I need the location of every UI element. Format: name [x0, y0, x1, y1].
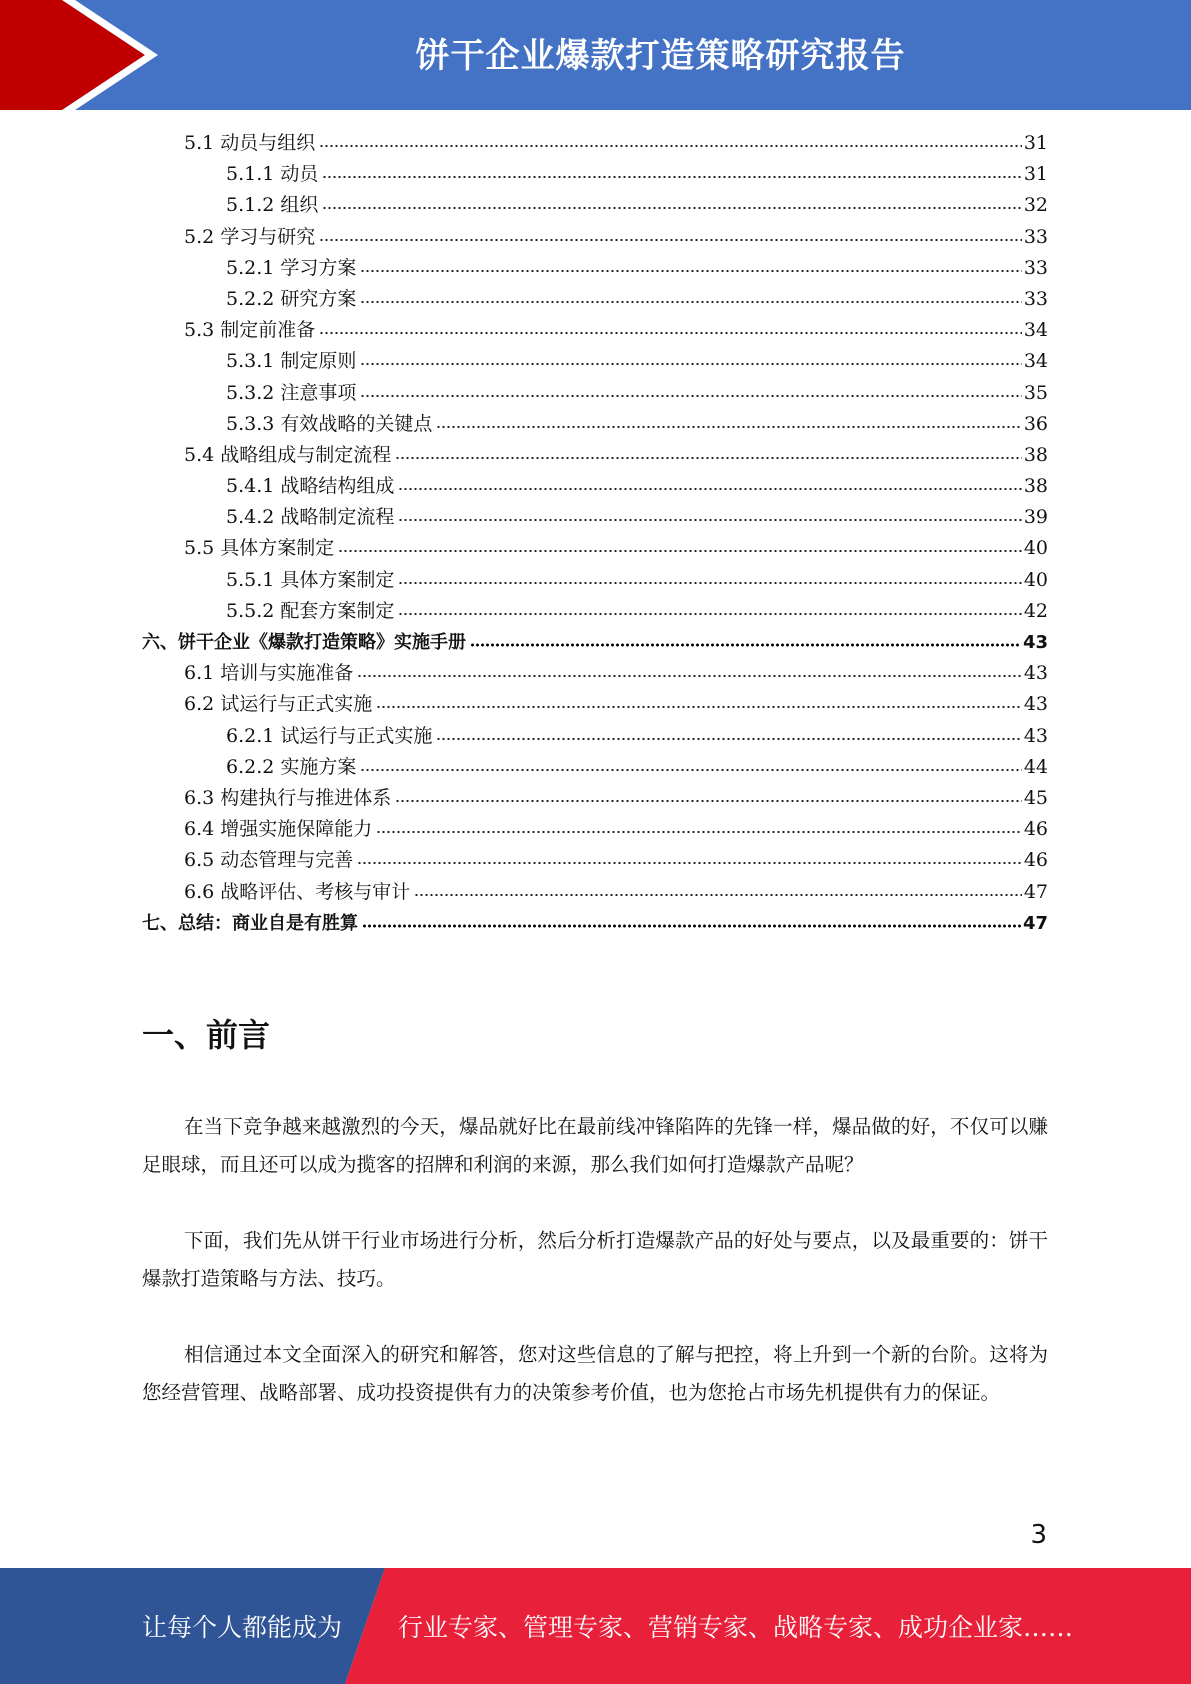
toc-entry-page: 43: [1022, 632, 1048, 653]
toc-dot-leader: [338, 548, 1022, 554]
toc-dot-leader: [319, 330, 1022, 336]
toc-dot-leader: [398, 580, 1021, 586]
toc-entry-title: 6.3 构建执行与推进体系: [184, 786, 392, 809]
toc-dot-leader: [360, 767, 1021, 773]
toc-dot-leader: [414, 892, 1022, 898]
toc-dot-leader: [360, 299, 1021, 305]
toc-entry[interactable]: [142, 471, 1048, 502]
toc-entry-page: 33: [1023, 287, 1048, 310]
section-heading: 一、前言: [142, 1016, 271, 1054]
toc-entry[interactable]: [142, 190, 1048, 221]
toc-entry[interactable]: [142, 752, 1048, 783]
footer-band: [0, 1568, 1191, 1684]
toc-entry-title: 5.5.2 配套方案制定: [226, 599, 395, 622]
toc-entry[interactable]: [142, 689, 1048, 720]
toc-entry-title: 5.1 动员与组织: [184, 132, 316, 154]
footer-slogan-right: 行业专家、管理专家、营销专家、战略专家、成功企业家……: [398, 1613, 1074, 1642]
toc-entry-page: 44: [1023, 755, 1048, 778]
toc-entry-page: 40: [1023, 568, 1048, 591]
toc-entry[interactable]: [142, 627, 1048, 658]
toc-dot-leader: [319, 237, 1022, 243]
toc-entry[interactable]: [142, 533, 1048, 564]
toc-dot-leader: [398, 486, 1021, 492]
toc-entry[interactable]: [142, 908, 1048, 939]
toc-entry-page: 34: [1023, 350, 1048, 373]
toc-entry-title: 6.4 增强实施保障能力: [184, 818, 373, 841]
toc-entry[interactable]: [142, 159, 1048, 190]
toc-dot-leader: [376, 704, 1022, 710]
toc-entry-page: 36: [1023, 412, 1048, 435]
toc-entry-title: 5.3 制定前准备: [184, 319, 316, 342]
toc-entry-page: 46: [1023, 818, 1048, 841]
toc-dot-leader: [362, 923, 1021, 929]
toc-entry-title: 5.5 具体方案制定: [184, 537, 335, 560]
toc-entry-title: 6.5 动态管理与完善: [184, 849, 354, 872]
toc-dot-leader: [319, 143, 1022, 149]
toc-dot-leader: [357, 673, 1022, 679]
toc-dot-leader: [357, 860, 1022, 866]
report-title: 饼干企业爆款打造策略研究报告: [415, 36, 906, 76]
paragraph: 相信通过本文全面深入的研究和解答，您对这些信息的了解与把控，将上升到一个新的台阶。这将为您经营管理、战略部署、成功投资提供有力的决策参考价值，也为您抢占市场先机提供有力的保证。: [142, 1343, 1048, 1404]
toc-entry[interactable]: [142, 596, 1048, 627]
toc-entry-page: 33: [1023, 225, 1048, 248]
toc-dot-leader: [322, 205, 1021, 211]
footer-slogan-left: 让每个人都能成为: [142, 1613, 343, 1642]
toc-entry-page: 43: [1023, 724, 1048, 747]
toc-dot-leader: [360, 361, 1021, 367]
toc-entry-title: 七、总结：商业自是有胜算: [142, 912, 358, 934]
toc-dot-leader: [436, 736, 1021, 742]
toc-entry-page: 43: [1023, 662, 1048, 685]
toc-entry-page: 38: [1023, 475, 1048, 498]
toc-dot-leader: [360, 393, 1021, 399]
toc-entry-page: 45: [1023, 786, 1048, 809]
toc-entry[interactable]: [142, 658, 1048, 689]
toc-entry[interactable]: [142, 440, 1048, 471]
toc-entry-page: 34: [1023, 319, 1048, 342]
table-of-contents: [142, 128, 1048, 939]
toc-dot-leader: [470, 642, 1021, 648]
toc-entry[interactable]: [142, 346, 1048, 377]
toc-entry[interactable]: [142, 721, 1048, 752]
toc-entry[interactable]: [142, 315, 1048, 346]
toc-dot-leader: [398, 517, 1021, 523]
toc-entry-title: 6.2 试运行与正式实施: [184, 693, 373, 716]
toc-entry-title: 5.3.3 有效战略的关键点: [226, 412, 433, 435]
preface-body: [142, 1108, 1048, 1450]
toc-entry[interactable]: [142, 253, 1048, 284]
paragraph: 下面，我们先从饼干行业市场进行分析，然后分析打造爆款产品的好处与要点，以及最重要的：饼干爆款打造策略与方法、技巧。: [142, 1229, 1048, 1290]
toc-entry-title: 5.3.1 制定原则: [226, 350, 357, 373]
toc-entry-page: 43: [1023, 693, 1048, 716]
toc-entry-title: 5.2.2 研究方案: [226, 287, 357, 310]
toc-entry-page: 40: [1023, 537, 1048, 560]
toc-entry[interactable]: [142, 378, 1048, 409]
toc-dot-leader: [436, 424, 1021, 430]
toc-entry-title: 5.4.2 战略制定流程: [226, 506, 395, 529]
toc-entry-title: 6.2.1 试运行与正式实施: [226, 724, 433, 747]
toc-entry-page: 31: [1023, 163, 1048, 186]
toc-entry-title: 5.2 学习与研究: [184, 225, 316, 248]
toc-entry[interactable]: [142, 502, 1048, 533]
paragraph: 在当下竞争越来越激烈的今天，爆品就好比在最前线冲锋陷阵的先锋一样，爆品做的好，不仅可以赚足眼球，而且还可以成为揽客的招牌和利润的来源，那么我们如何打造爆款产品呢？: [142, 1115, 1048, 1176]
toc-entry[interactable]: [142, 814, 1048, 845]
toc-entry-title: 5.1.1 动员: [226, 163, 319, 186]
toc-entry-title: 5.4 战略组成与制定流程: [184, 443, 392, 466]
toc-entry-title: 6.6 战略评估、考核与审计: [184, 880, 411, 903]
toc-dot-leader: [395, 798, 1022, 804]
toc-entry-page: 32: [1023, 194, 1048, 217]
toc-dot-leader: [322, 174, 1021, 180]
toc-entry[interactable]: [142, 128, 1048, 159]
toc-entry[interactable]: [142, 877, 1048, 908]
toc-entry-title: 5.4.1 战略结构组成: [226, 475, 395, 498]
toc-entry-page: 33: [1023, 256, 1048, 279]
toc-entry[interactable]: [142, 284, 1048, 315]
toc-entry[interactable]: [142, 783, 1048, 814]
toc-entry[interactable]: [142, 845, 1048, 876]
toc-entry-page: 47: [1022, 912, 1048, 934]
toc-entry-page: 35: [1023, 381, 1048, 404]
toc-entry[interactable]: [142, 222, 1048, 253]
toc-entry-page: 38: [1023, 443, 1048, 466]
toc-entry-page: 42: [1023, 599, 1048, 622]
toc-entry-page: 47: [1023, 880, 1048, 903]
toc-dot-leader: [360, 268, 1021, 274]
toc-entry-title: 6.1 培训与实施准备: [184, 662, 354, 685]
toc-entry-page: 31: [1023, 132, 1048, 154]
toc-entry[interactable]: [142, 565, 1048, 596]
toc-entry-page: 46: [1023, 849, 1048, 872]
toc-entry-title: 5.5.1 具体方案制定: [226, 568, 395, 591]
toc-dot-leader: [398, 611, 1021, 617]
toc-entry-page: 39: [1023, 506, 1048, 529]
toc-entry-title: 5.1.2 组织: [226, 194, 319, 217]
toc-entry-title: 5.3.2 注意事项: [226, 381, 357, 404]
toc-dot-leader: [376, 829, 1022, 835]
toc-dot-leader: [395, 455, 1022, 461]
header-band: [0, 0, 1191, 110]
page-number: 3: [1030, 1520, 1047, 1550]
toc-entry-title: 六、饼干企业《爆款打造策略》实施手册: [142, 632, 466, 653]
toc-entry-title: 5.2.1 学习方案: [226, 256, 357, 279]
toc-entry-title: 6.2.2 实施方案: [226, 755, 357, 778]
toc-entry[interactable]: [142, 409, 1048, 440]
